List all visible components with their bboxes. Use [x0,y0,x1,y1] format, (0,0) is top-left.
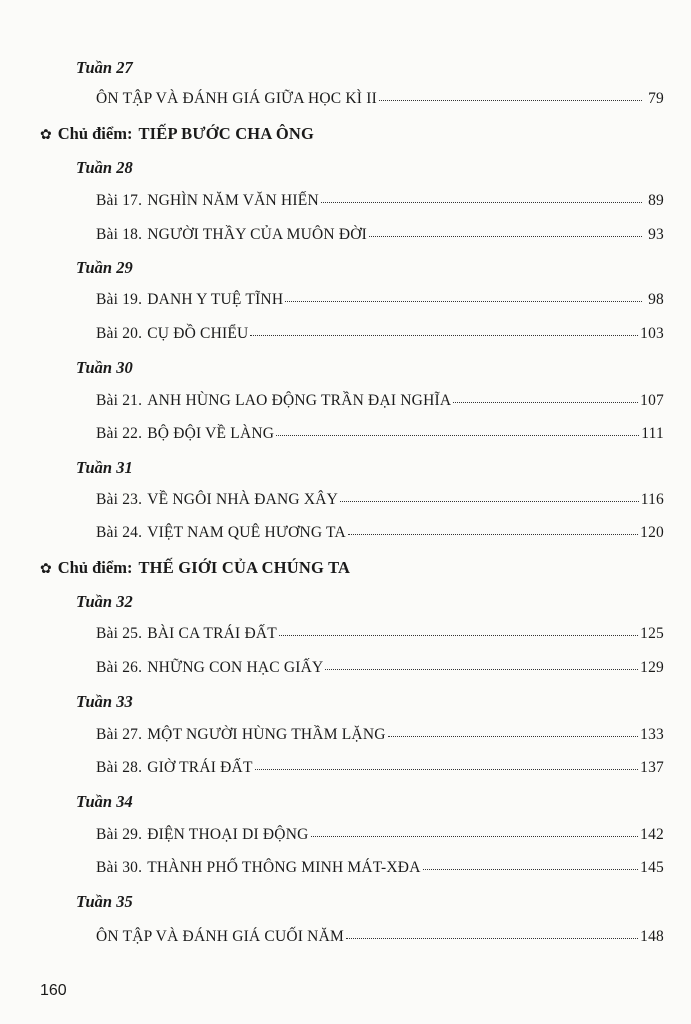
entry-title: CỤ ĐỒ CHIỂU [147,325,249,342]
entry-page: 93 [648,226,664,243]
toc-entry[interactable]: Bài 18. NGƯỜI THẦY CỦA MUÔN ĐỜI 93 [96,226,664,243]
entry-title: GIỜ TRÁI ĐẤT [147,759,253,776]
toc-entry[interactable]: Bài 24. VIỆT NAM QUÊ HƯƠNG TA 120 [96,524,664,541]
dot-leader [276,435,639,436]
theme-heading: ✿ Chủ điểm: THẾ GIỚI CỦA CHÚNG TA [40,558,351,577]
entry-title: VIỆT NAM QUÊ HƯƠNG TA [147,524,346,541]
entry-title: DANH Y TUỆ TĨNH [147,291,284,308]
week-heading: Tuần 27 [76,58,133,77]
entry-title: ÔN TẬP VÀ ĐÁNH GIÁ GIỮA HỌC KÌ II [96,90,377,107]
week-heading: Tuần 35 [76,892,133,911]
week-heading: Tuần 29 [76,258,133,277]
entry-title: ANH HÙNG LAO ĐỘNG TRẦN ĐẠI NGHĨA [147,392,452,409]
entry-title: ĐIỆN THOẠI DI ĐỘNG [147,826,309,843]
dot-leader [285,301,642,302]
entry-title: BỘ ĐỘI VỀ LÀNG [147,425,275,442]
entry-title: THÀNH PHỐ THÔNG MINH MÁT-XĐA [147,859,421,876]
dot-leader [453,402,638,403]
entry-title: NGƯỜI THẦY CỦA MUÔN ĐỜI [147,226,368,243]
dot-leader [340,501,639,502]
entry-page: 120 [640,524,664,541]
entry-page: 129 [640,659,664,676]
toc-entry[interactable]: Bài 25. BÀI CA TRÁI ĐẤT 125 [96,625,664,642]
dot-leader [369,236,642,237]
dot-leader [388,736,639,737]
week-heading: Tuần 32 [76,592,133,611]
dot-leader [379,100,642,101]
week-heading: Tuần 28 [76,158,133,177]
entry-title: MỘT NGƯỜI HÙNG THẦM LẶNG [147,726,386,743]
toc-entry[interactable]: Bài 21. ANH HÙNG LAO ĐỘNG TRẦN ĐẠI NGHĨA 107 [96,392,664,409]
toc-entry[interactable] [96,90,664,108]
dot-leader [346,938,638,939]
toc-entry[interactable]: Bài 30. THÀNH PHỐ THÔNG MINH MÁT-XĐA 145 [96,859,664,876]
entry-page: 148 [640,928,664,945]
toc-entry[interactable]: Bài 26. NHỮNG CON HẠC GIẤY 129 [96,659,664,676]
theme-heading: ✿ Chủ điểm: TIẾP BƯỚC CHA ÔNG [40,124,315,143]
entry-page: 137 [640,759,664,776]
toc-entry[interactable]: Bài 27. MỘT NGƯỜI HÙNG THẦM LẶNG 133 [96,726,664,743]
toc-entry[interactable] [96,928,664,946]
week-heading: Tuần 31 [76,458,133,477]
dot-leader [311,836,639,837]
entry-page: 116 [640,491,664,508]
toc-entry[interactable]: Bài 17. NGHÌN NĂM VĂN HIẾN 89 [96,192,664,209]
toc-entry[interactable]: Bài 29. ĐIỆN THOẠI DI ĐỘNG 142 [96,826,664,843]
dot-leader [250,335,638,336]
entry-page: 79 [648,90,664,107]
entry-page: 89 [648,192,664,209]
entry-page: 142 [640,826,664,843]
entry-page: 103 [640,325,664,342]
entry-page: 133 [640,726,664,743]
page-number: 160 [40,982,67,999]
entry-title: NGHÌN NĂM VĂN HIẾN [147,192,319,209]
entry-title: NHỮNG CON HẠC GIẤY [147,659,324,676]
entry-title: BÀI CA TRÁI ĐẤT [147,625,277,642]
entry-page: 145 [640,859,664,876]
flower-bullet-icon: ✿ [40,128,52,143]
dot-leader [321,202,642,203]
toc-entry[interactable]: Bài 28. GIỜ TRÁI ĐẤT 137 [96,759,664,776]
toc-entry[interactable]: Bài 23. VỀ NGÔI NHÀ ĐANG XÂY 116 [96,491,664,508]
entry-page: 98 [648,291,664,308]
dot-leader [423,869,639,870]
entry-title: ÔN TẬP VÀ ĐÁNH GIÁ CUỐI NĂM [96,928,344,945]
entry-title: VỀ NGÔI NHÀ ĐANG XÂY [147,491,339,508]
entry-page: 111 [641,425,664,442]
toc-entry[interactable]: Bài 22. BỘ ĐỘI VỀ LÀNG 111 [96,425,664,442]
week-heading: Tuần 33 [76,692,133,711]
dot-leader [325,669,638,670]
toc-entry[interactable]: Bài 20. CỤ ĐỒ CHIỂU 103 [96,325,664,342]
dot-leader [255,769,639,770]
week-heading: Tuần 34 [76,792,133,811]
dot-leader [348,534,638,535]
toc-entry[interactable]: Bài 19. DANH Y TUỆ TĨNH 98 [96,291,664,308]
entry-page: 125 [640,625,664,642]
flower-bullet-icon: ✿ [40,562,52,577]
dot-leader [279,635,638,636]
week-heading: Tuần 30 [76,358,133,377]
entry-page: 107 [640,392,664,409]
